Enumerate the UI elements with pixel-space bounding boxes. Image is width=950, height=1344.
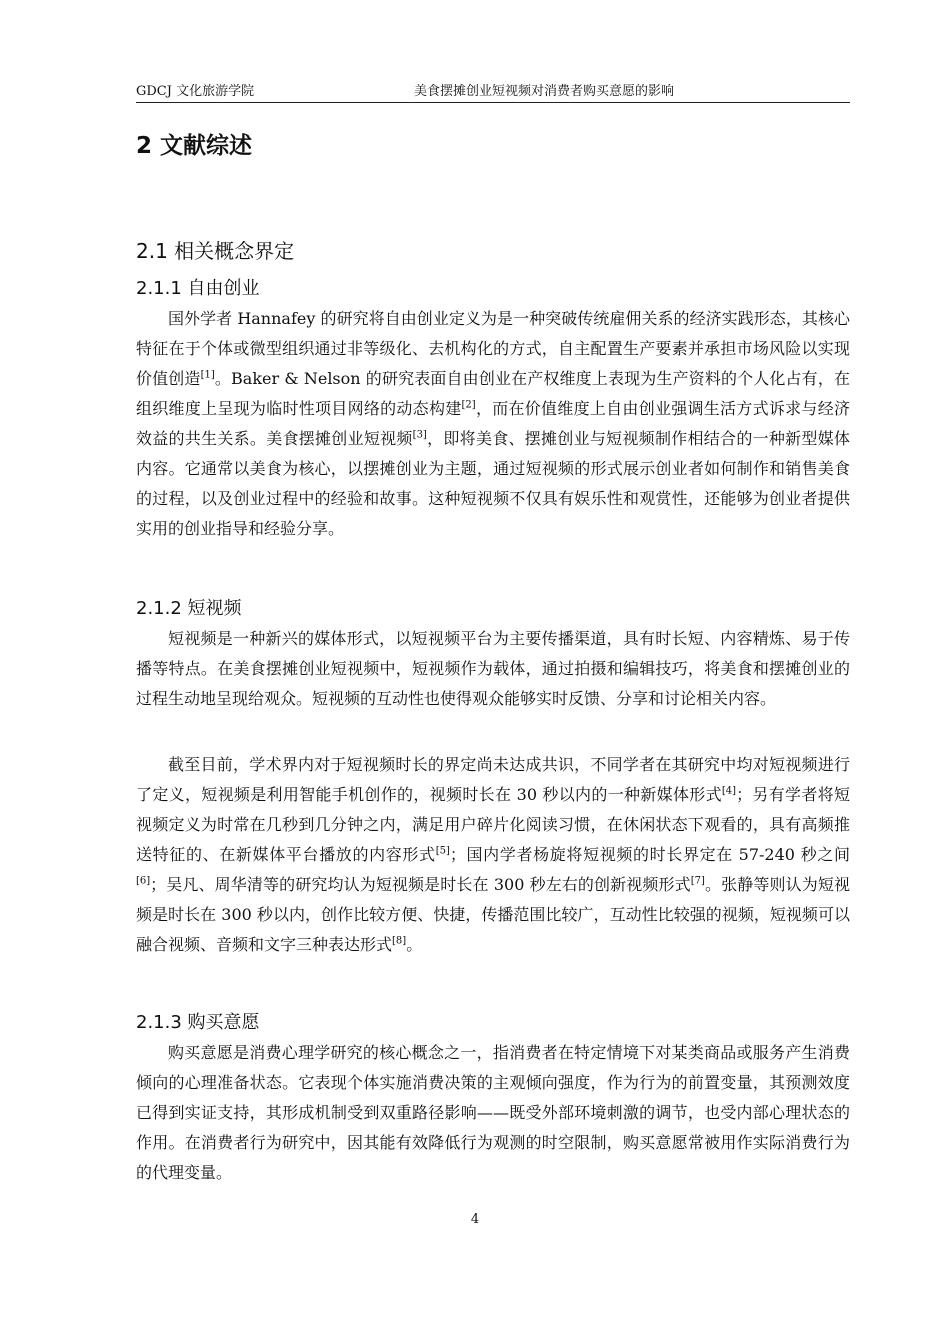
section-heading: 2.1 相关概念界定 <box>136 239 295 263</box>
page-number: 4 <box>470 1212 480 1227</box>
citation-6: [6] <box>136 875 151 887</box>
text-run: 。 <box>406 935 423 954</box>
text-run: ；另有学者将短视频定义为时常在几秒到几分钟之内，满足用户碎片化阅读习惯，在休闲状态下观看的，具有高频推送特征的、在新媒体平台播放的内容形式 <box>136 785 850 864</box>
citation-4: [4] <box>721 785 737 797</box>
page-header <box>136 78 850 103</box>
citation-1: [1] <box>200 369 215 381</box>
citation-5: [5] <box>435 845 450 857</box>
text-run: ，即将美食、摆摊创业与短视频制作相结合的一种新型媒体内容。它通常以美食为核心，以摆摊创业为主题，通过短视频的形式展示创业者如何制作和销售美食的过程，以及创业过程中的经验和故事。这种短视频不仅具有娱乐性和观赏性，还能够为创业者提供实用的创业指导和经验分享。 <box>136 429 850 538</box>
text-run: 国外学者 Hannafey 的研究将自由创业定义为是一种突破传统雇佣关系的经济实践形态，其核心特征在于个体或微型组织通过非等级化、去机构化的方式，自主配置生产要素并承担市场风险以实现价值创造 <box>136 309 850 388</box>
text-run: 。张静等则认为短视频是时长在 300 秒以内，创作比较方便、快捷，传播范围比较广，互动性比较强的视频，短视频可以融合视频、音频和文字三种表达形式 <box>136 875 850 954</box>
header-thesis-title: 美食摆摊创业短视频对消费者购买意愿的影响 <box>414 84 675 99</box>
citation-3: [3] <box>412 429 427 441</box>
chapter-title: 2 文献综述 <box>136 133 253 159</box>
subsection-heading-purchase-intention: 2.1.3 购买意愿 <box>136 1012 260 1033</box>
text-run: 截至目前，学术界内对于短视频时长的界定尚未达成共识，不同学者在其研究中均对短视频进行了定义，短视频是利用智能手机创作的，视频时长在 30 秒以内的一种新媒体形式 <box>136 755 850 804</box>
citation-7: [7] <box>690 875 705 887</box>
text-run: ，而在价值维度上自由创业强调生活方式诉求与经济效益的共生关系。美食摆摊创业短视频 <box>136 399 850 448</box>
citation-2: [2] <box>461 399 476 411</box>
paragraph-free-entrepreneurship <box>136 304 850 544</box>
subsection-heading-free-entrepreneurship: 2.1.1 自由创业 <box>136 278 260 299</box>
paragraph-short-video-duration <box>136 750 850 960</box>
citation-8: [8] <box>392 935 407 947</box>
text-run: ；国内学者杨旋将短视频的时长界定在 57-240 秒之间 <box>449 845 850 864</box>
text-run: 。Baker & Nelson 的研究表面自由创业在产权维度上表现为生产资料的个人化占有，在组织维度上呈现为临时性项目网络的动态构建 <box>136 369 850 418</box>
header-institution: GDCJ 文化旅游学院 <box>136 84 255 99</box>
text-run: ；吴凡、周华清等的研究均认为短视频是时长在 300 秒左右的创新视频形式 <box>150 875 691 894</box>
subsection-heading-short-video: 2.1.2 短视频 <box>136 598 242 619</box>
paragraph-short-video-intro: 短视频是一种新兴的媒体形式，以短视频平台为主要传播渠道，具有时长短、内容精炼、易于传播等特点。在美食摆摊创业短视频中，短视频作为载体，通过拍摄和编辑技巧，将美食和摆摊创业的过程生动地呈现给观众。短视频的互动性也使得观众能够实时反馈、分享和讨论相关内容。 <box>136 629 850 708</box>
paragraph-purchase-intention: 购买意愿是消费心理学研究的核心概念之一，指消费者在特定情境下对某类商品或服务产生消费倾向的心理准备状态。它表现个体实施消费决策的主观倾向强度，作为行为的前置变量，其预测效度已得到实证支持，其形成机制受到双重路径影响——既受外部环境刺激的调节，也受内部心理状态的作用。在消费者行为研究中，因其能有效降低行为观测的时空限制，购买意愿常被用作实际消费行为的代理变量。 <box>136 1043 850 1182</box>
